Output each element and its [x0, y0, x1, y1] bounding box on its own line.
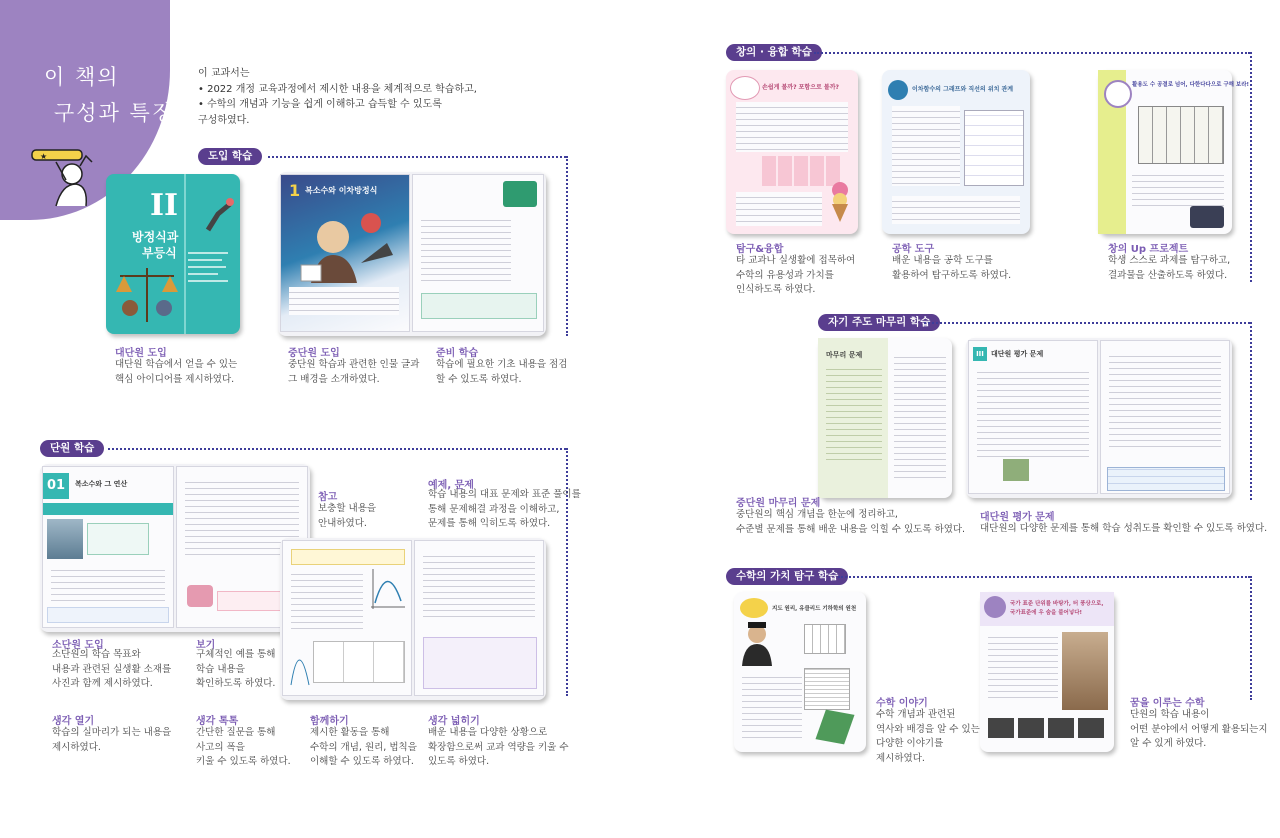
- body-text: [742, 672, 802, 742]
- caption-desc: 학습의 실마리가 되는 내용을 제시하였다.: [52, 727, 172, 753]
- spine: [184, 174, 186, 334]
- review-unit-tab: III: [973, 347, 987, 361]
- thumb-activity: [280, 538, 546, 700]
- caption-title: 꿈을 이루는 수학: [1130, 698, 1205, 709]
- thumb-big-unit: [106, 174, 240, 334]
- section-label-unit: 단원 학습: [40, 440, 104, 457]
- intro-line: 구성하였다.: [198, 114, 250, 126]
- prep-questions: [421, 215, 511, 285]
- dream-badge: [984, 596, 1006, 618]
- small-unit-title: 복소수와 그 연산: [75, 480, 128, 488]
- caption-title: 참고: [318, 492, 338, 503]
- thumb-mid-review: [818, 338, 952, 498]
- page-title-line2: 구성과 특징: [54, 101, 175, 125]
- thumb-tool: [882, 70, 1030, 234]
- mascot-illustration-icon: [26, 140, 106, 210]
- caption-desc: 타 교과나 실생활에 접목하여 수학의 유용성과 가치를 인식하도록 하였다.: [736, 255, 856, 295]
- page-right: [412, 174, 544, 332]
- story-badge: [740, 598, 768, 618]
- dotted-connector: [566, 156, 568, 336]
- caption-title: 중단원 마무리 문제: [736, 498, 821, 509]
- think-wide-box: [423, 637, 537, 689]
- body-text: [892, 196, 1020, 224]
- caption-desc: 소단원의 학습 목표와 내용과 관련된 실생활 소재를 사진과 함께 제시하였다.: [52, 649, 172, 689]
- robot-arm-icon: [204, 194, 238, 234]
- floor-plan: [1138, 106, 1224, 164]
- caption-desc: 중단원의 핵심 개념을 한눈에 정리하고, 수준별 문제를 통해 배운 내용을 익힐 수 있도록 하였다.: [736, 509, 966, 535]
- body-text: [423, 551, 535, 621]
- tool-title: 이차함수의 그래프와 직선의 위치 관계: [912, 86, 1014, 93]
- caption-desc: 대단원 학습에서 얻을 수 있는 핵심 아이디어를 제시하였다.: [115, 359, 238, 385]
- caption-desc: 중단원 학습과 관련한 인물 글과 그 배경을 소개하였다.: [288, 359, 420, 385]
- page-left: [42, 466, 174, 628]
- caption-title: 생각 넓히기: [428, 716, 480, 727]
- dotted-connector: [1250, 322, 1252, 500]
- dotted-connector: [924, 322, 1250, 324]
- intro-line: • 2022 개정 교육과정에서 제시한 내용을 체계적으로 학습하고,: [198, 83, 477, 95]
- summary-text: [826, 364, 882, 460]
- tool-badge: [888, 80, 908, 100]
- think-pop-box: [47, 607, 169, 623]
- story-title: 지도 원리, 유클리드 기하학의 원천: [772, 606, 857, 612]
- caption-desc: 수학 개념과 관련된 역사와 배경을 알 수 있는 다양한 이야기를 제시하였다.: [876, 709, 980, 764]
- dotted-connector: [838, 576, 1250, 578]
- students-photo: [1190, 206, 1224, 228]
- big-unit-title: 방정식과: [132, 230, 179, 244]
- grid-figure: [804, 624, 846, 654]
- photo-strip: [988, 718, 1106, 738]
- caption-title: 공학 도구: [892, 244, 935, 255]
- section-label-creative: 창의 · 융합 학습: [726, 44, 822, 61]
- dotted-connector: [814, 52, 1250, 54]
- caption-desc: 보충할 내용을 안내하였다.: [318, 503, 377, 529]
- body-text: [1132, 170, 1224, 206]
- mid-unit-number: 1: [289, 181, 301, 200]
- page-right: [1100, 340, 1230, 494]
- caption-title: 대단원 평가 문제: [980, 512, 1055, 523]
- caption-title: 수학 이야기: [876, 698, 928, 709]
- caption-title: 예제, 문제: [428, 480, 474, 491]
- portrait-illustration-icon: [297, 203, 397, 283]
- small-unit-number: 01: [43, 473, 69, 499]
- caption-desc: 학습에 필요한 기초 내용을 점검 할 수 있도록 하였다.: [436, 359, 568, 385]
- caption-desc: 학습 내용의 대표 문제와 표준 풀이를 통해 문제해결 과정을 이해하고, 문제를 통해 익히도록 하였다.: [428, 489, 581, 529]
- self-check-table: [1107, 467, 1225, 491]
- thumb-explore: [726, 70, 858, 234]
- caption-title: 대단원 도입: [115, 348, 167, 359]
- problems: [1109, 351, 1221, 451]
- big-unit-number: II: [150, 188, 179, 223]
- caption-desc: 배운 내용을 공학 도구를 활용하여 탐구하도록 하였다.: [892, 255, 1012, 281]
- body-text: [736, 102, 848, 152]
- thumb-small-unit: [40, 464, 310, 632]
- caption-title: 생각 열기: [52, 716, 95, 727]
- explore-badge: [730, 76, 760, 100]
- svg-text:★: ★: [40, 152, 48, 161]
- figure: [1003, 459, 1029, 481]
- caption-desc: 간단한 질문을 통해 사고의 폭을 키울 수 있도록 하였다.: [196, 727, 291, 767]
- page-left: [968, 340, 1098, 494]
- body-text: [291, 569, 363, 633]
- section-label-intro: 도입 학습: [198, 148, 262, 165]
- intro-paragraph: [289, 287, 399, 315]
- thumb-dream: [980, 592, 1114, 752]
- caption-desc: 단원의 학습 내용이 어떤 분야에서 어떻게 활용되는지 알 수 있게 하였다.: [1130, 709, 1268, 749]
- ice-cream-icon: [826, 180, 854, 224]
- body-text: [988, 632, 1058, 702]
- review-title: 대단원 평가 문제: [991, 350, 1044, 358]
- problems: [977, 367, 1089, 457]
- graph-screenshot: [964, 110, 1024, 186]
- portrait-illustration-icon: [740, 622, 774, 666]
- caption-desc: 제시한 활동을 통해 수학의 개념, 원리, 법칙을 이해할 수 있도록 하였다.: [310, 727, 417, 767]
- caption-desc: 학생 스스로 과제를 탐구하고, 결과물을 산출하도록 하였다.: [1108, 255, 1231, 281]
- caption-title: 탐구&융합: [736, 244, 784, 255]
- dream-title: 국가 표준 단위를 바탕가, 터 풍상으로, 국가표준에 우 숨을 불어넣다!: [1010, 601, 1104, 616]
- big-unit-goals: [188, 252, 232, 287]
- dotted-connector: [268, 156, 566, 158]
- intro-line: • 수학의 개념과 기능을 쉽게 이해하고 습득할 수 있도록: [198, 99, 442, 110]
- intro-line: 이 교과서는: [198, 68, 250, 79]
- page-left: [280, 174, 410, 332]
- thumb-story: [734, 592, 866, 752]
- statue-photo: [1062, 632, 1108, 710]
- intro-text: [198, 66, 477, 128]
- section-label-self-review: 자기 주도 마무리 학습: [818, 314, 940, 331]
- gloves-illustration-icon: [187, 585, 213, 607]
- dotted-connector: [1250, 576, 1252, 700]
- think-open-box: [87, 523, 149, 555]
- caption-title: 소단원 도입: [52, 640, 104, 651]
- section-label-value: 수학의 가치 탐구 학습: [726, 568, 848, 585]
- body-text: [51, 565, 165, 603]
- scale-illustration-icon: [112, 262, 182, 326]
- thumb-mid-unit: [278, 172, 546, 336]
- mid-unit-title: 복소수와 이차방정식: [305, 186, 378, 195]
- caption-title: 중단원 도입: [288, 348, 340, 359]
- body-text: [736, 192, 822, 226]
- caption-desc: 대단원의 다양한 문제를 통해 학습 성취도를 확인할 수 있도록 하였다.: [980, 523, 1268, 534]
- page-title-line1: 이 책의: [44, 65, 120, 89]
- caption-title: 창의 Up 프로젝트: [1108, 244, 1189, 255]
- caption-title: 보기: [196, 640, 216, 651]
- explore-title: 손쉽게 볼까? 포함으로 볼까?: [762, 84, 839, 91]
- graph-icon: [367, 567, 407, 611]
- caption-title: 함께하기: [310, 716, 349, 727]
- caption-title: 생각 톡톡: [196, 716, 239, 727]
- big-unit-title: 부등식: [142, 246, 177, 260]
- caption-desc: 구체적인 예를 통해 학습 내용을 확인하도록 하였다.: [196, 649, 276, 689]
- prep-check-box: [421, 293, 537, 319]
- dotted-connector: [1250, 52, 1252, 282]
- mid-review-title: 마무리 문제: [826, 351, 863, 359]
- green-tile-figure: [815, 710, 854, 745]
- caption-title: 준비 학습: [436, 348, 479, 359]
- page-right: [414, 540, 544, 696]
- problems: [894, 352, 946, 482]
- dotted-connector: [108, 448, 566, 450]
- graph-icon: [289, 645, 311, 689]
- project-badge: [1104, 80, 1132, 108]
- project-title: 활용도 수 공결로 넘어, 다한다다으로 구해 보라!: [1132, 82, 1250, 88]
- dotted-connector: [566, 448, 568, 696]
- together-header: [291, 549, 405, 565]
- thumb-big-review: [966, 338, 1232, 498]
- goal-box: [503, 181, 537, 207]
- photo: [47, 519, 83, 559]
- number-table: [804, 668, 850, 710]
- table: [313, 641, 405, 683]
- goal-bar: [43, 503, 173, 515]
- body-text: [892, 106, 960, 186]
- caption-desc: 배운 내용을 다양한 상황으로 확장함으로써 교과 역량을 키울 수 있도록 하였다.: [428, 727, 569, 767]
- thumb-project: [1098, 70, 1250, 234]
- page-left: [282, 540, 412, 696]
